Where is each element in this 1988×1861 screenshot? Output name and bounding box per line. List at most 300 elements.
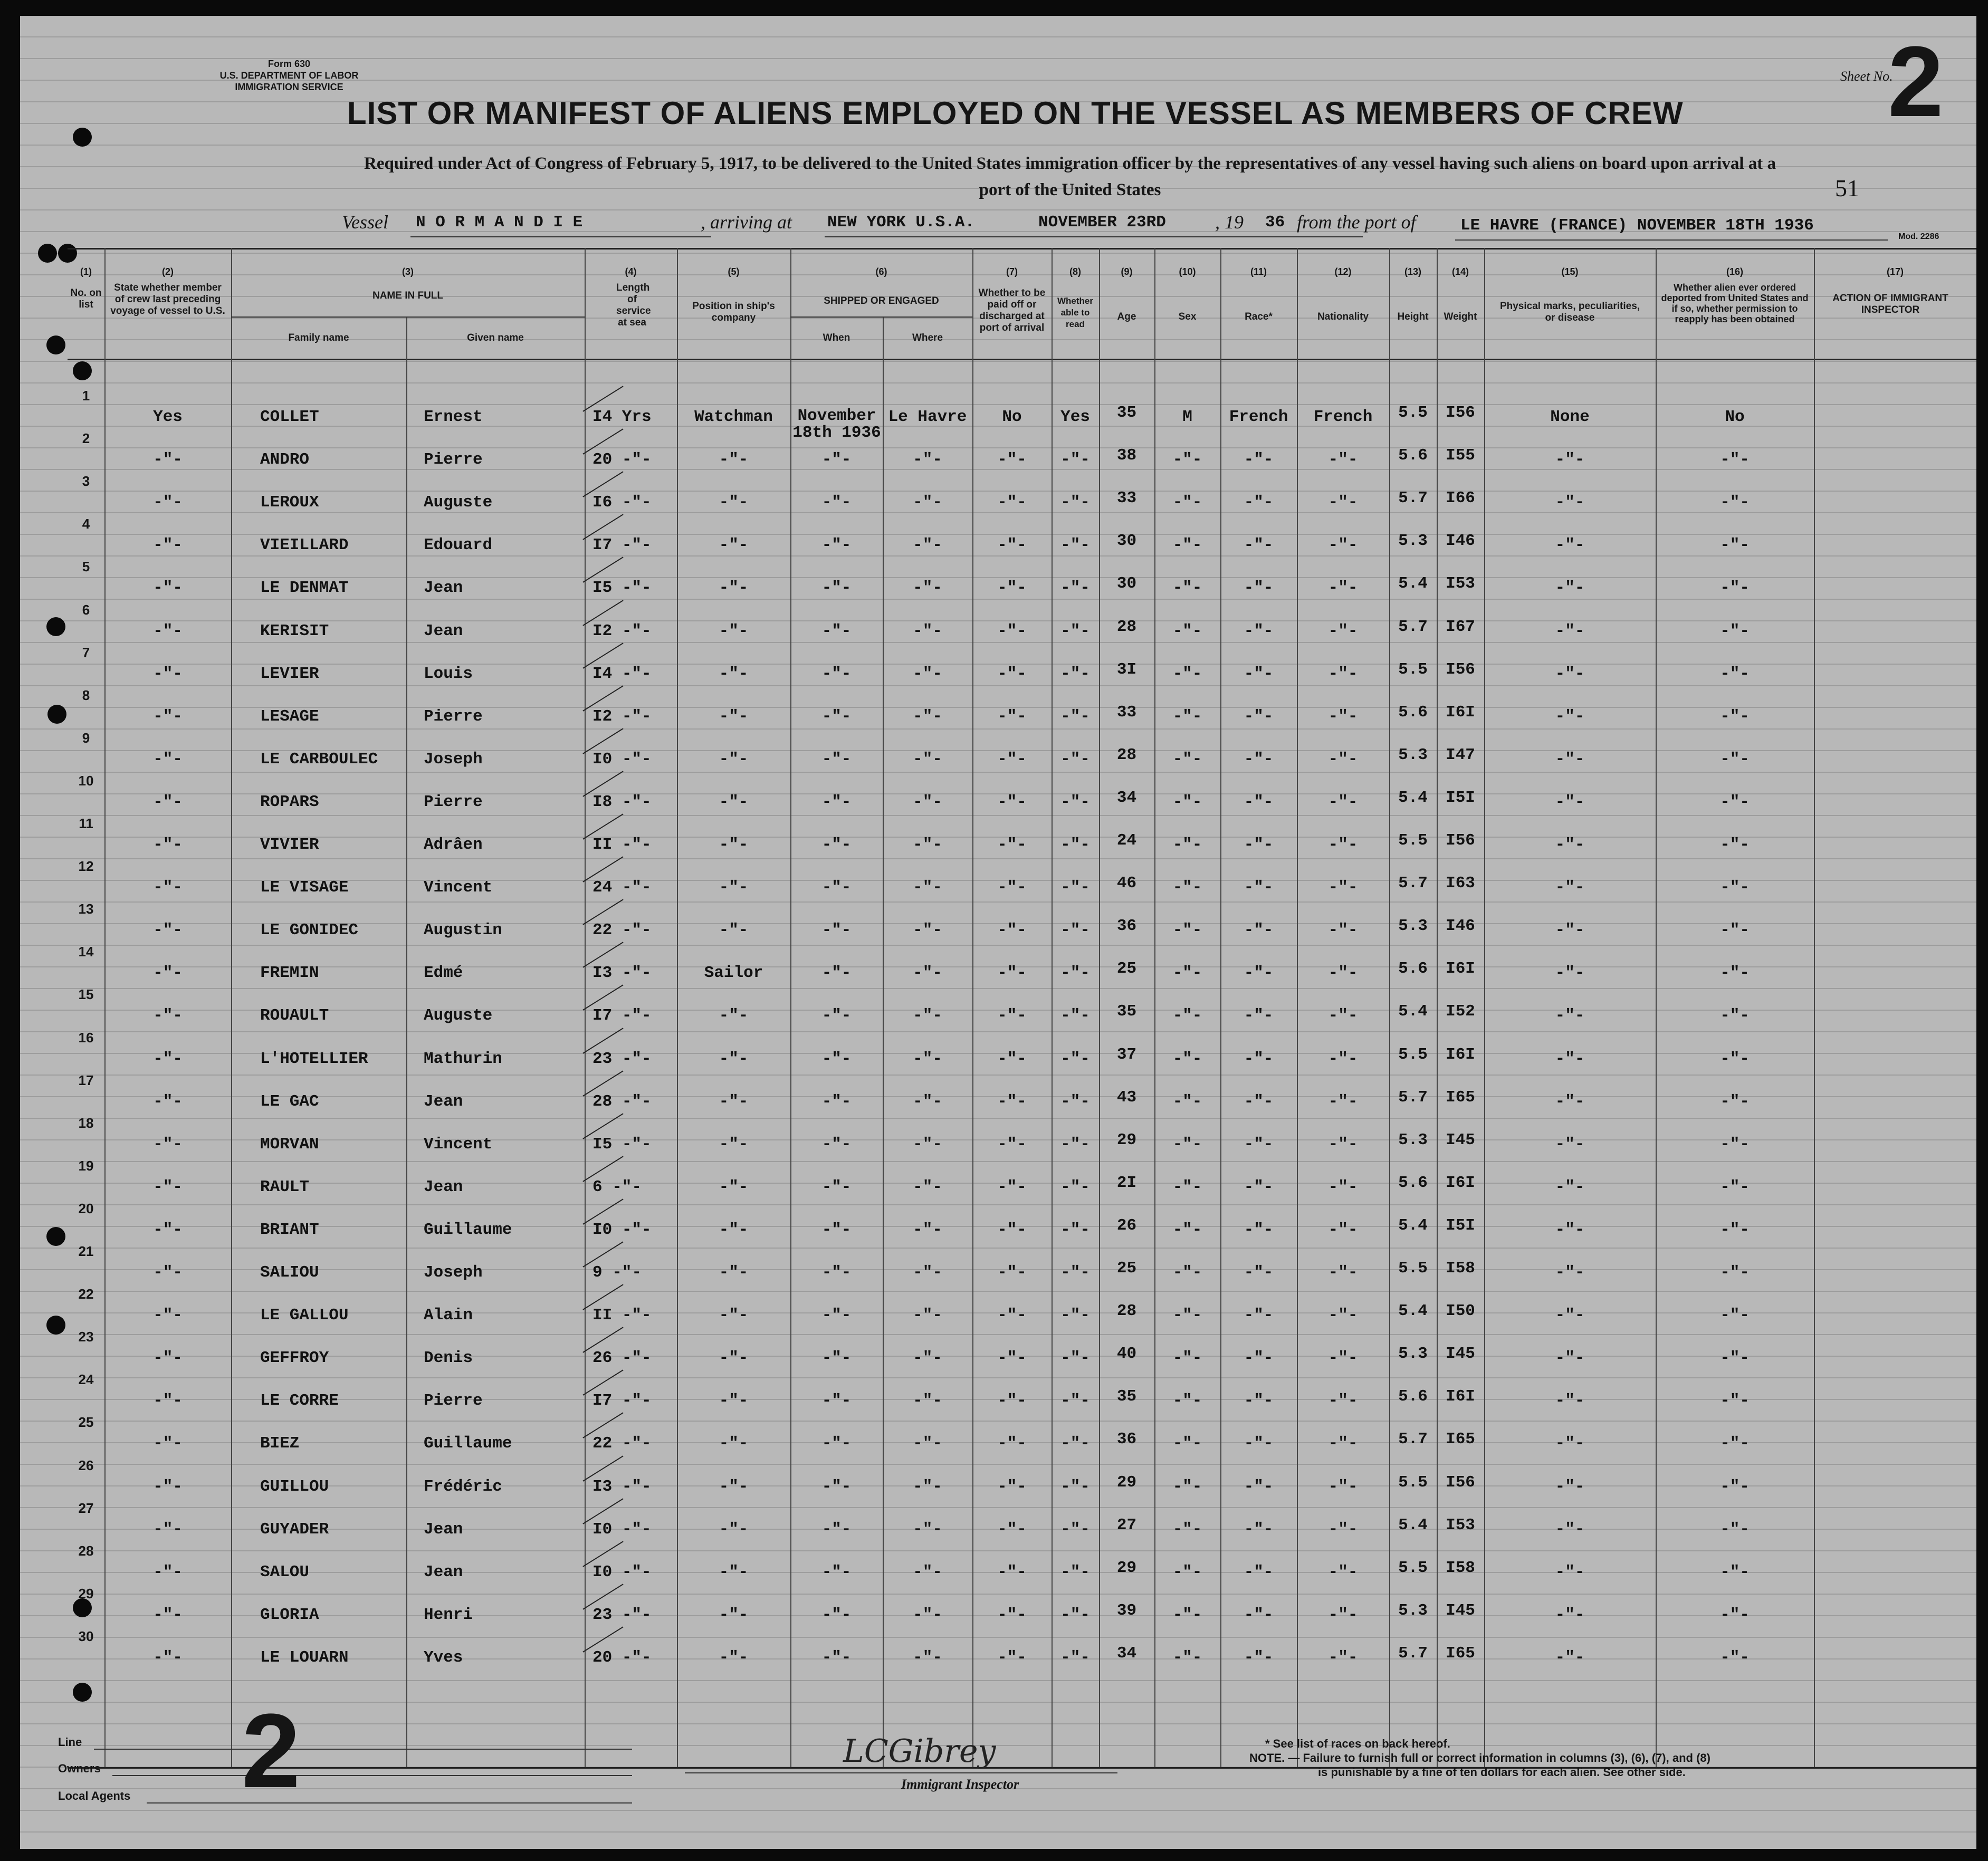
given-name: Ernest [424,408,483,426]
age: 33 [1116,703,1137,722]
paid-off: -"- [997,1392,1027,1411]
length-of-service: I0 -"- [592,1220,652,1239]
age: 35 [1116,1002,1137,1021]
line-label: Line [58,1735,82,1749]
family-name: BRIANT [260,1220,319,1239]
length-of-service: 24 -"- [592,878,652,897]
age: 27 [1116,1515,1137,1534]
length-of-service: I5 -"- [592,1135,652,1154]
able-to-read: -"- [1060,1477,1090,1496]
family-name: GUYADER [260,1520,329,1539]
position: -"- [719,1477,749,1496]
ever-deported: -"- [1720,493,1750,512]
age: 34 [1116,1644,1137,1663]
able-to-read: -"- [1060,1392,1090,1411]
table-row [20,1329,1976,1371]
age: 46 [1116,874,1137,893]
family-name: LE DENMAT [260,579,349,598]
paid-off: -"- [997,1562,1027,1581]
col-6-header: SHIPPED OR ENGAGED [824,295,939,306]
member-previous-voyage: -"- [153,536,183,555]
table-row [20,1414,1976,1456]
ever-deported: -"- [1720,921,1750,940]
table-row [20,1158,1976,1200]
sex: -"- [1172,1392,1202,1411]
local-agents-label: Local Agents [58,1789,131,1802]
family-name: LE GAC [260,1092,319,1111]
nationality: -"- [1328,878,1358,897]
ever-deported: -"- [1720,964,1750,983]
shipped-when: -"- [821,1520,852,1539]
position: -"- [719,579,749,598]
given-name: Guillaume [424,1220,512,1239]
race: -"- [1244,1306,1274,1325]
mod-number: Mod. 2286 [1898,232,1939,241]
col-1-header: No. on list [70,287,102,310]
length-of-service: I8 -"- [592,792,652,811]
family-name: LE LOUARN [260,1648,349,1667]
family-name: GEFFROY [260,1349,329,1368]
ever-deported: -"- [1720,450,1750,469]
ever-deported: -"- [1720,664,1750,683]
ever-deported: -"- [1720,836,1750,854]
given-name: Joseph [424,750,483,769]
paid-off: -"- [997,1006,1027,1025]
year-suffix: 36 [1265,213,1285,232]
table-row [20,1543,1976,1585]
page-number: 51 [1835,175,1859,202]
shipped-where: -"- [913,1562,942,1581]
punch-hole [58,244,77,263]
physical-marks: -"- [1555,1049,1585,1068]
family-name: LEROUX [260,493,319,512]
paid-off: -"- [997,579,1027,598]
nationality: -"- [1328,664,1358,683]
ever-deported: -"- [1720,792,1750,811]
department: U.S. DEPARTMENT OF LABOR [219,70,359,81]
col-13-header: Height [1397,311,1429,322]
position: -"- [719,792,749,811]
sex: M [1182,408,1192,426]
family-name: ANDRO [260,450,310,469]
length-of-service: I3 -"- [592,1477,652,1496]
height: 5.3 [1398,917,1428,936]
shipped-when: -"- [821,1177,852,1196]
given-name: Jean [424,579,463,598]
age: 24 [1116,831,1137,850]
col-7-num: (7) [1006,266,1018,277]
height: 5.6 [1398,960,1428,979]
note-text-2: is punishable by a fine of ten dollars for each alien. See other side. [1318,1766,1686,1779]
nationality: -"- [1328,536,1358,555]
ever-deported: -"- [1720,1520,1750,1539]
table-row [20,730,1976,772]
weight: I45 [1446,1601,1475,1620]
inspector-signature: LCGibrey [843,1733,996,1770]
nationality: -"- [1328,1477,1358,1496]
table-row [20,816,1976,858]
race: -"- [1244,1177,1274,1196]
family-name: BIEZ [260,1434,300,1453]
paid-off: -"- [997,1520,1027,1539]
col-1-num: (1) [80,266,92,277]
table-row [20,1030,1976,1072]
shipped-when: November 18th 1936 [792,407,881,442]
punch-hole [38,244,57,263]
position: -"- [719,1263,749,1282]
row-number: 14 [78,944,94,960]
shipped-when: -"- [821,1306,852,1325]
family-name: LEVIER [260,664,319,683]
sex: -"- [1172,750,1202,769]
shipped-where: -"- [913,878,942,897]
given-name: Guillaume [424,1434,512,1453]
able-to-read: -"- [1060,1520,1090,1539]
row-number: 17 [78,1072,94,1088]
row-number: 19 [78,1157,94,1174]
sex: -"- [1172,964,1202,983]
paid-off: -"- [997,664,1027,683]
physical-marks: -"- [1555,1006,1585,1025]
ever-deported: -"- [1720,750,1750,769]
race: -"- [1244,536,1274,555]
col-2-header: State whether member of crew last preceding voyage of vessel to U.S. [110,282,225,316]
position: Watchman [694,408,773,426]
able-to-read: -"- [1060,1306,1090,1325]
length-of-service: I7 -"- [592,1006,652,1025]
shipped-when: -"- [821,707,852,726]
table-row [20,1586,1976,1628]
length-of-service: II -"- [592,836,652,854]
col-6-sub-when: When [823,332,850,343]
paid-off: -"- [997,536,1027,555]
weight: I65 [1446,1644,1475,1663]
race: -"- [1244,1049,1274,1068]
sex: -"- [1172,792,1202,811]
weight: I6I [1446,1173,1475,1192]
vessel-label: Vessel [342,212,388,233]
physical-marks: -"- [1555,493,1585,512]
family-name: L'HOTELLIER [260,1049,368,1068]
nationality: -"- [1328,1092,1358,1111]
nationality: -"- [1328,1177,1358,1196]
col-3-num: (3) [402,266,414,277]
shipped-when: -"- [821,1006,852,1025]
shipped-when: -"- [821,964,852,983]
family-name: GLORIA [260,1605,319,1624]
race: -"- [1244,1477,1274,1496]
arrival-date: NOVEMBER 23RD [1038,213,1166,232]
nationality: -"- [1328,1605,1358,1624]
nationality: -"- [1328,621,1358,640]
shipped-when: -"- [821,1220,852,1239]
shipped-when: -"- [821,1434,852,1453]
member-previous-voyage: -"- [153,493,183,512]
length-of-service: 22 -"- [592,1434,652,1453]
table-row [20,1286,1976,1328]
shipped-where: -"- [913,921,942,940]
given-name: Pierre [424,450,483,469]
position: -"- [719,750,749,769]
sex: -"- [1172,1177,1202,1196]
shipped-where: -"- [913,1648,942,1667]
position: -"- [719,1392,749,1411]
position: -"- [719,1605,749,1624]
col-16-num: (16) [1726,266,1743,277]
age: 29 [1116,1473,1137,1492]
row-number: 29 [78,1585,94,1601]
member-previous-voyage: -"- [153,1135,183,1154]
sex: -"- [1172,921,1202,940]
sex: -"- [1172,878,1202,897]
sex: -"- [1172,493,1202,512]
position: -"- [719,450,749,469]
height: 5.6 [1398,1387,1428,1406]
age: 28 [1116,1302,1137,1321]
able-to-read: -"- [1060,1434,1090,1453]
ever-deported: -"- [1720,1092,1750,1111]
height: 5.5 [1398,1045,1428,1064]
physical-marks: -"- [1555,792,1585,811]
member-previous-voyage: -"- [153,450,183,469]
col-9-num: (9) [1121,266,1133,277]
height: 5.3 [1398,1345,1428,1364]
col-16-header: Whether alien ever ordered deported from United States and if so, whether permission to reapply has been obtained [1661,282,1809,324]
table-row [20,1201,1976,1243]
position: -"- [719,1349,749,1368]
col-15-num: (15) [1561,266,1579,277]
race: -"- [1244,1135,1274,1154]
length-of-service: 6 -"- [592,1177,642,1196]
position: -"- [719,1306,749,1325]
height: 5.4 [1398,574,1428,593]
position: -"- [719,836,749,854]
able-to-read: -"- [1060,1562,1090,1581]
family-name: SALIOU [260,1263,319,1282]
family-name: LE CORRE [260,1392,339,1411]
col-17-num: (17) [1886,266,1904,277]
able-to-read: -"- [1060,878,1090,897]
weight: I5I [1446,788,1475,807]
row-number: 9 [82,730,90,746]
shipped-when: -"- [821,1562,852,1581]
nationality: -"- [1328,1049,1358,1068]
race: French [1229,408,1288,426]
weight: I58 [1446,1558,1475,1577]
able-to-read: -"- [1060,1092,1090,1111]
length-of-service: 9 -"- [592,1263,642,1282]
height: 5.4 [1398,788,1428,807]
weight: I45 [1446,1130,1475,1149]
nationality: -"- [1328,707,1358,726]
shipped-where: -"- [913,1605,942,1624]
paid-off: -"- [997,1349,1027,1368]
weight: I56 [1446,404,1475,422]
age: 35 [1116,404,1137,422]
member-previous-voyage: -"- [153,1648,183,1667]
ever-deported: -"- [1720,1006,1750,1025]
paid-off: -"- [997,450,1027,469]
ever-deported: -"- [1720,1306,1750,1325]
header-bottom-rule [68,359,1976,360]
member-previous-voyage: Yes [153,408,183,426]
age: 25 [1116,960,1137,979]
sex: -"- [1172,536,1202,555]
position: -"- [719,1520,749,1539]
row-number: 6 [82,601,90,618]
race: -"- [1244,964,1274,983]
col-10-header: Sex [1178,311,1197,322]
position: Sailor [704,964,763,983]
sex: -"- [1172,1520,1202,1539]
position: -"- [719,1220,749,1239]
able-to-read: -"- [1060,1220,1090,1239]
punch-hole [46,335,65,354]
weight: I56 [1446,831,1475,850]
height: 5.5 [1398,1473,1428,1492]
age: 29 [1116,1130,1137,1149]
sex: -"- [1172,621,1202,640]
table-row [20,1072,1976,1115]
col-12-num: (12) [1334,266,1352,277]
shipped-when: -"- [821,750,852,769]
able-to-read: -"- [1060,707,1090,726]
sex: -"- [1172,1092,1202,1111]
ever-deported: -"- [1720,1562,1750,1581]
ever-deported: -"- [1720,579,1750,598]
form-info [189,58,389,93]
position: -"- [719,707,749,726]
col-5-header: Position in ship's company [692,301,775,323]
able-to-read: -"- [1060,1006,1090,1025]
position: -"- [719,1006,749,1025]
member-previous-voyage: -"- [153,1006,183,1025]
able-to-read: -"- [1060,1349,1090,1368]
col-13-num: (13) [1404,266,1421,277]
shipped-where: -"- [913,1520,942,1539]
physical-marks: -"- [1555,1220,1585,1239]
sex: -"- [1172,1135,1202,1154]
member-previous-voyage: -"- [153,921,183,940]
row-number: 10 [78,772,94,789]
able-to-read: -"- [1060,450,1090,469]
sex: -"- [1172,1049,1202,1068]
sex: -"- [1172,1349,1202,1368]
race: -"- [1244,493,1274,512]
able-to-read: -"- [1060,750,1090,769]
ever-deported: -"- [1720,1220,1750,1239]
col-6-num: (6) [875,266,887,277]
able-to-read: -"- [1060,664,1090,683]
nationality: -"- [1328,579,1358,598]
shipped-where: -"- [913,1477,942,1496]
race: -"- [1244,878,1274,897]
height: 5.5 [1398,660,1428,679]
shipped-when: -"- [821,664,852,683]
weight: I55 [1446,446,1475,465]
family-name: MORVAN [260,1135,319,1154]
shipped-where: -"- [913,707,942,726]
height: 5.7 [1398,617,1428,636]
shipped-where: -"- [913,1392,942,1411]
weight: I6I [1446,1387,1475,1406]
height: 5.5 [1398,404,1428,422]
physical-marks: -"- [1555,1392,1585,1411]
col-10-num: (10) [1179,266,1196,277]
shipped-where: -"- [913,750,942,769]
shipped-when: -"- [821,579,852,598]
paid-off: -"- [997,750,1027,769]
weight: I6I [1446,1045,1475,1064]
sex: -"- [1172,1605,1202,1624]
race: -"- [1244,1392,1274,1411]
from-port: LE HAVRE (FRANCE) NOVEMBER 18TH 1936 [1460,216,1814,235]
row-number: 13 [78,901,94,917]
length-of-service: 23 -"- [592,1605,652,1624]
table-row [20,1115,1976,1157]
nationality: -"- [1328,836,1358,854]
sheet-number: 2 [1888,26,1944,138]
row-number: 30 [78,1628,94,1644]
family-name: ROUAULT [260,1006,329,1025]
physical-marks: -"- [1555,921,1585,940]
race: -"- [1244,1220,1274,1239]
race: -"- [1244,1349,1274,1368]
shipped-where: -"- [913,450,942,469]
position: -"- [719,664,749,683]
paid-off: -"- [997,493,1027,512]
col-6-sub-where: Where [912,332,943,343]
physical-marks: -"- [1555,1092,1585,1111]
height: 5.4 [1398,1216,1428,1235]
length-of-service: 22 -"- [592,921,652,940]
table-row [20,901,1976,943]
sex: -"- [1172,450,1202,469]
shipped-where: -"- [913,792,942,811]
nationality: -"- [1328,921,1358,940]
physical-marks: -"- [1555,450,1585,469]
height: 5.6 [1398,1173,1428,1192]
able-to-read: -"- [1060,1049,1090,1068]
member-previous-voyage: -"- [153,1392,183,1411]
member-previous-voyage: -"- [153,1520,183,1539]
paid-off: -"- [997,707,1027,726]
shipped-where: -"- [913,1135,942,1154]
given-name: Vincent [424,878,493,897]
paid-off: No [1002,408,1022,426]
shipped-when: -"- [821,536,852,555]
race: -"- [1244,1648,1274,1667]
table-row [20,602,1976,644]
punch-hole [73,128,92,147]
table-row [20,687,1976,730]
col-3-sub-family: Family name [288,332,349,343]
height: 5.7 [1398,1644,1428,1663]
ever-deported: -"- [1720,1263,1750,1282]
family-name: COLLET [260,408,319,426]
length-of-service: I4 -"- [592,664,652,683]
sex: -"- [1172,836,1202,854]
row-number: 25 [78,1414,94,1431]
shipped-when: -"- [821,1605,852,1624]
paid-off: -"- [997,792,1027,811]
race: -"- [1244,750,1274,769]
col-14-num: (14) [1451,266,1469,277]
nationality: -"- [1328,1135,1358,1154]
table-row [20,773,1976,815]
col-9-header: Age [1117,311,1136,322]
member-previous-voyage: -"- [153,1562,183,1581]
